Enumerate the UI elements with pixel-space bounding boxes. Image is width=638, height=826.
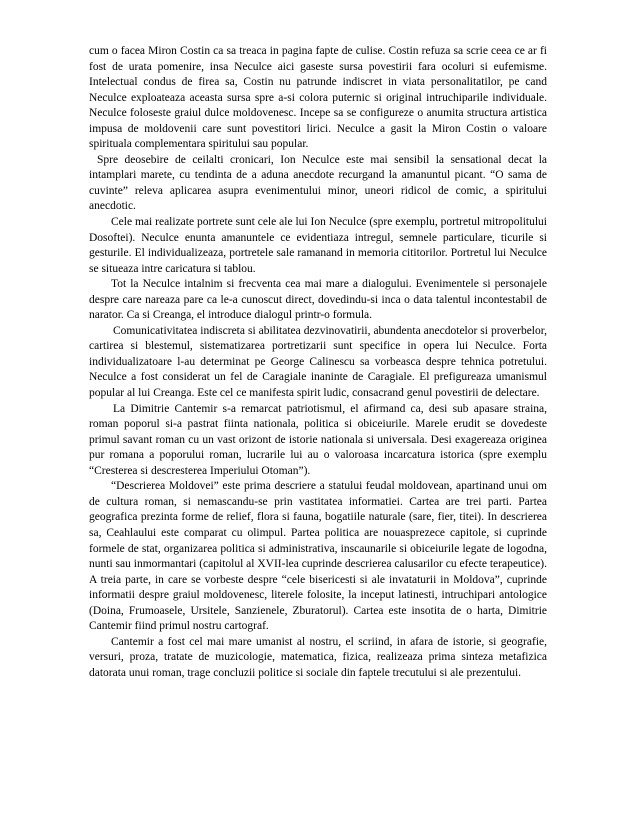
paragraph-descrierea-moldovei: “Descrierea Moldovei” este prima descriere a statului feudal moldovean, apartinand unui om de cultura roman, si nemascandu-se prin vastitatea informatiei. Cartea are trei parti. Partea geografica prezinta forme de relief, flora si fauna, bogatiile naturale (sare, fier, titei). In descrierea sa, Ceahlaului este comparat cu olimpul. Partea politica are nouasprezece capitole, si cuprinde formele de stat, organizarea politica si administrativa, inscaunarile si obiceiurile legate de logodna, nunti sau inmormantari (capitolul al XVII-lea cuprinde descrierea calusarilor cu efecte terapeutice). A treia parte, in care se vorbeste despre “cele bisericesti si ale invataturii in Moldova”, cuprinde informatii despre graiul moldovenesc, literele folosite, la inceput latinesti, intruchipari antologice (Doina, Frumoasele, Ursitele, Sanzienele, Zburatorul). Cartea este insotita de o harta, Dimitrie Cantemir fiind primul nostru cartograf. xyxy=(89,480,547,633)
paragraph-cantemir-patriotism: La Dimitrie Cantemir s-a remarcat patriotismul, el afirmand ca, desi sub apasare straina, roman poporul si-a pastrat fiinta nationala, politica si obiceiurile. Marele erudit se dovedeste primul savant roman cu un vast orizont de istorie nationala si universala. Desi exagereaza originea pur romana a poporului roman, lucrarile lui au o valoroasa incarcatura istorica (spre exemplu “Cresterea si descresterea Imperiului Otoman”). xyxy=(89,402,547,477)
paragraph-sensational: Spre deosebire de ceilalti cronicari, Ion Neculce este mai sensibil la sensational decat la intamplari marete, cu tendinta de a aduna anecdote recurgand la amanuntul picant. “O sama de cuvinte” releva aplicarea asupra evenimentului minor, uneori ridicol de comic, a spiritului anecdotic. xyxy=(89,153,547,213)
paragraph-costin-neculce: cum o facea Miron Costin ca sa treaca in pagina fapte de culise. Costin refuza sa scrie ceea ce ar fi fost de urata pomenire, insa Neculce aici gaseste sursa povestirii fara ocoluri si eufemisme. Intelectual condus de firea sa, Costin nu patrunde indiscret in viata personalitatilor, pe cand Neculce exploateaza aceasta sursa spre a-si colora puternic si original intruchiparile individuale. Neculce foloseste graiul dulce moldovenesc. Incepe sa se configureze o anumita structura artistica impusa de moldovenii care sunt povestitori lirici. Neculce a gasit la Miron Costin o valoare spirituala complementara spiritului sau popular. xyxy=(89,45,547,151)
paragraph-communicativity: Comunicativitatea indiscreta si abilitatea dezvinovatirii, abundenta anecdotelor si proverbelor, cartirea si blestemul, sistematizarea portretizarii sunt specifice in opera lui Neculce. Forta individualizatoare l-au determinat pe George Calinescu sa vorbeasca despre tehnica potretului. Neculce a fost considerat un fel de Caragiale inaninte de Caragiale. El prefigureaza umanismul popular al lui Creanga. Este cel ce manifesta spirit ludic, consacrand genul povestirii de delectare. xyxy=(89,324,547,400)
paragraph-dialogue: Tot la Neculce intalnim si frecventa cea mai mare a dialogului. Evenimentele si personajele despre care nareaza pare ca le-a cunoscut direct, dovedindu-si inca o data talentul incontestabil de narator. Ca si Creanga, el introduce dialogul printr-o formula. xyxy=(89,278,547,322)
document-page xyxy=(89,44,547,681)
paragraph-portraits: Cele mai realizate portrete sunt cele ale lui Ion Neculce (spre exemplu, portretul mitropolitului Dosoftei). Neculce enunta amanuntele ce evidentiaza intregul, semnele particulare, ticurile si gesturile. El individualizeaza, portretele sale ramanand in memoria cititorilor. Portretul lui Neculce se situeaza intre caricatura si tablou. xyxy=(89,216,547,275)
paragraph-cantemir-humanist: Cantemir a fost cel mai mare umanist al nostru, el scriind, in afara de istorie, si geografie, versuri, proza, tratate de muzicologie, matematica, fizica, realizeaza prima sinteza metafizica datorata unui roman, trage concluzii politice si sociale din faptele trecutului si ale prezentului. xyxy=(89,635,547,679)
